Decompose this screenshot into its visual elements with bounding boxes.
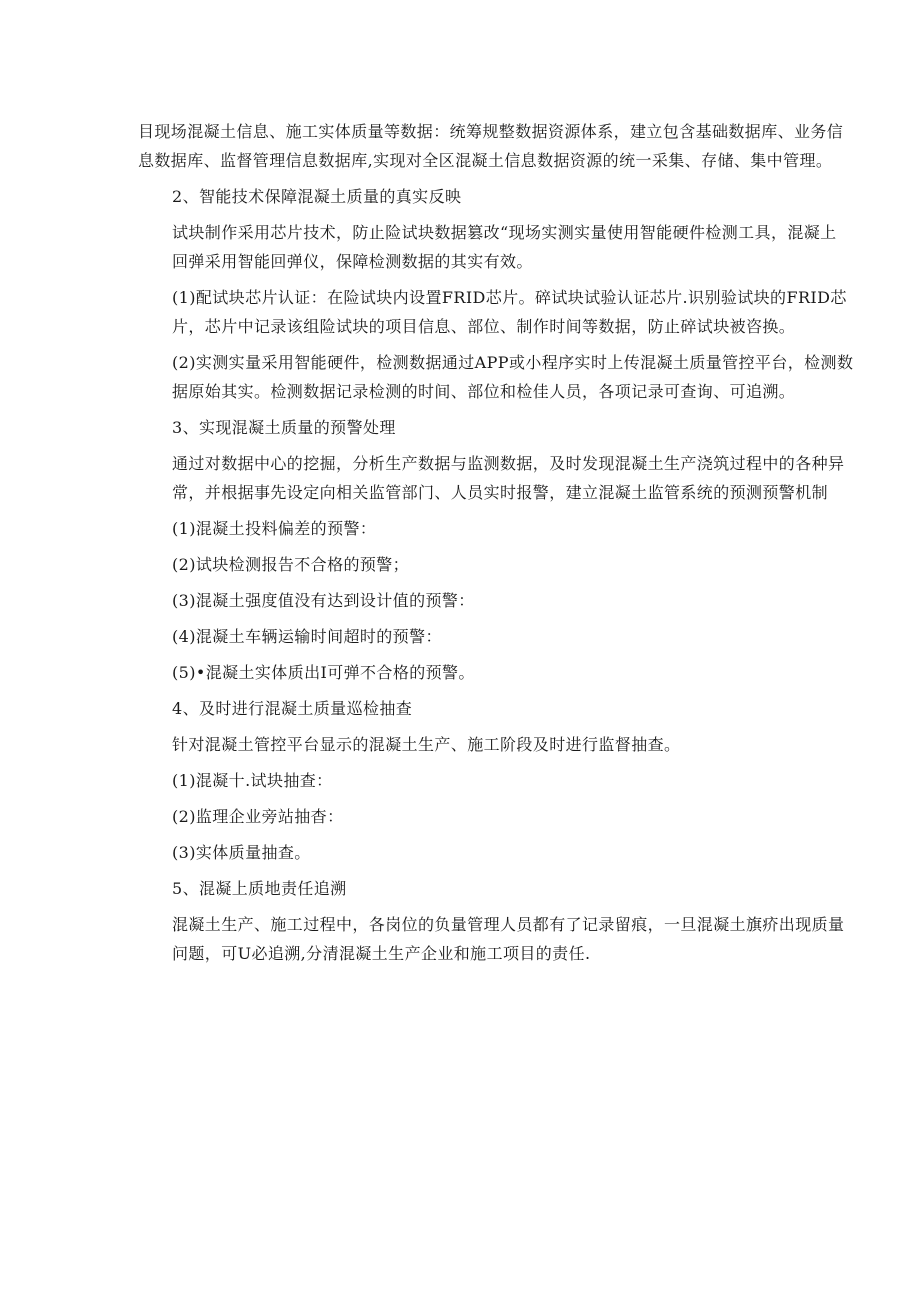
check-item-1 (138, 766, 872, 795)
section-heading-4 (138, 694, 872, 723)
text-line: 息数据库、监督管理信息数据库,实现对全区混凝土信息数据资源的统一采集、存储、集中管理。 (138, 151, 833, 170)
warning-item-2 (138, 550, 872, 579)
section-heading-5 (138, 874, 872, 903)
paragraph-inspection (138, 730, 872, 759)
list-item-text: (2)监理企业旁站抽杳： (172, 807, 344, 826)
text-line: 片，芯片中记录该组险试块的项目信息、部位、制作时间等数据，防止碎试块被咨换。 (172, 317, 796, 336)
list-item-text: (4)混凝土车辆运输时间超时的预警： (172, 627, 442, 646)
warning-item-3 (138, 586, 872, 615)
text-line: 目现场混凝土信息、施工实体质量等数据：统筹规整数据资源体系，建立包含基础数据库、业务信 (138, 122, 844, 141)
list-item-text: (1)混凝土投料偏差的预警： (172, 519, 377, 538)
list-item-text: (3)实体质量抽查。 (172, 843, 311, 862)
text-line: 回弹采用智能回弹仪，保障检测数据的其实有效。 (172, 252, 533, 271)
text-line: 常，并根据事先设定向相关监管部门、人员实时报警，建立混凝土监管系统的预测预警机制 (172, 483, 829, 502)
list-item-text: (5)•混凝土实体质出I可弹不合格的预警。 (172, 663, 475, 682)
section-heading-3 (138, 413, 872, 442)
paragraph-chip-technology (138, 218, 872, 276)
warning-item-1 (138, 514, 872, 543)
text-line: 针对混凝土管控平台显示的混凝土生产、施工阶段及时进行监督抽查。 (172, 735, 681, 754)
warning-item-5 (138, 658, 872, 687)
list-item-text: (2)试块检测报告不合格的预警； (172, 555, 410, 574)
paragraph-smart-hardware (138, 348, 872, 406)
text-line: 通过对数据中心的挖掘，分析生产数据与监测数据，及时发现混凝土生产浇筑过程中的各种异 (172, 454, 845, 473)
text-line: 混凝土生产、施工过程中，各岗位的负量管理人员都有了记录留痕，一旦混凝土旗疥出现质量 (172, 915, 845, 934)
list-item-text: (1)混凝十.试块抽查： (172, 771, 333, 790)
heading-text: 5、混凝上质地责任追溯 (172, 879, 347, 898)
text-line: 据原始其实。检测数据记录检测的时间、部位和检佳人员，各项记录可查询、可追溯。 (172, 382, 796, 401)
text-line: (2)实测实量采用智能硬件，检测数据通过APP或小程序实时上传混凝土质量管控平台，检测数 (172, 353, 854, 372)
heading-text: 3、实现混凝土质量的预警处理 (172, 418, 396, 437)
heading-text: 4、及时进行混凝土质量巡检抽查 (172, 699, 413, 718)
check-item-2 (138, 802, 872, 831)
text-line: 问题，可U必追溯,分清混凝土生产企业和施工项目的责任. (172, 944, 591, 963)
paragraph-data-integration (138, 117, 872, 175)
heading-text: 2、智能技术保障混凝土质量的真实反映 (172, 187, 462, 206)
text-line: 试块制作采用芯片技术，防止险试块数据篡改“现场实测实量使用智能硬件检测工具，混凝上 (172, 223, 837, 242)
paragraph-chip-certification (138, 283, 872, 341)
paragraph-traceability (138, 910, 872, 968)
paragraph-warning-mechanism (138, 449, 872, 507)
check-item-3 (138, 838, 872, 867)
document-body (138, 117, 872, 968)
text-line: (1)配试块芯片认证：在险试块内设置FRID芯片。碎试块试验认证芯片.识别验试块的FRID芯 (172, 288, 847, 307)
section-heading-2 (138, 182, 872, 211)
list-item-text: (3)混凝土强度值没有达到设计值的预警： (172, 591, 475, 610)
warning-item-4 (138, 622, 872, 651)
